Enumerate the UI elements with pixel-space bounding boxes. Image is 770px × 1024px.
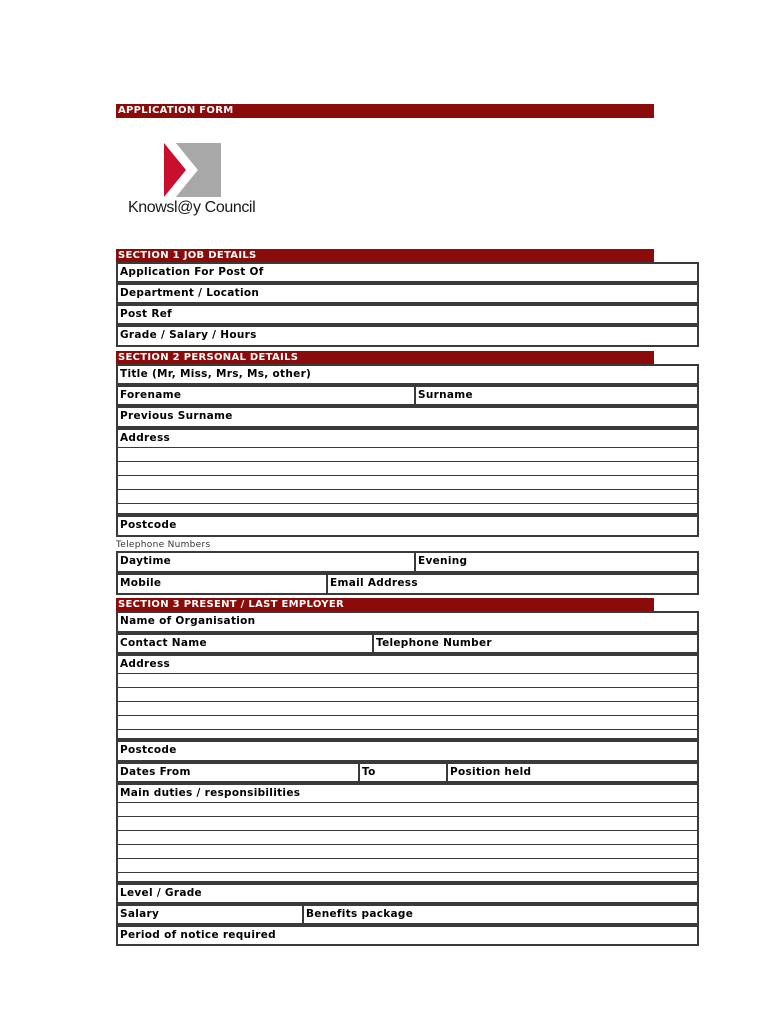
duties-line[interactable]: [118, 859, 697, 873]
level-grade-label: Level / Grade: [120, 887, 202, 899]
address-line[interactable]: [118, 462, 697, 476]
forename-field[interactable]: Forename: [120, 389, 182, 401]
address-block[interactable]: [116, 428, 699, 515]
title-field[interactable]: [116, 364, 699, 385]
department-location-label: Department / Location: [120, 287, 260, 299]
application-for-post-label: Application For Post Of: [120, 266, 264, 278]
address-line[interactable]: [118, 448, 697, 462]
title-label: Title (Mr, Miss, Mrs, Ms, other): [120, 368, 312, 380]
notice-period-field[interactable]: [116, 925, 699, 946]
email-field[interactable]: Email Address: [326, 575, 697, 593]
telephone-numbers-note: Telephone Numbers: [116, 540, 211, 550]
council-logo: [128, 143, 260, 223]
employer-postcode-field[interactable]: [116, 740, 699, 762]
address-line[interactable]: [118, 490, 697, 504]
address-label: Address: [118, 430, 697, 448]
employer-postcode-label: Postcode: [120, 744, 177, 756]
post-ref-field[interactable]: [116, 304, 699, 325]
post-ref-label: Post Ref: [120, 308, 173, 320]
notice-period-label: Period of notice required: [120, 929, 276, 941]
salary-field[interactable]: Salary: [120, 908, 160, 920]
contact-row: [116, 573, 699, 595]
employer-address-label: Address: [118, 656, 697, 674]
department-location-field[interactable]: [116, 283, 699, 304]
address-line[interactable]: [118, 716, 697, 730]
main-duties-block[interactable]: [116, 783, 699, 883]
salary-row: [116, 904, 699, 925]
dates-to-field[interactable]: To: [358, 764, 446, 781]
benefits-field[interactable]: Benefits package: [302, 906, 697, 923]
mobile-field[interactable]: Mobile: [120, 577, 162, 589]
surname-field[interactable]: Surname: [414, 387, 697, 404]
grade-salary-hours-label: Grade / Salary / Hours: [120, 329, 257, 341]
main-duties-label: Main duties / responsibilities: [118, 785, 697, 803]
organisation-field[interactable]: [116, 611, 699, 633]
previous-surname-field[interactable]: [116, 406, 699, 428]
contact-name-field[interactable]: Contact Name: [120, 637, 207, 649]
address-line[interactable]: [118, 702, 697, 716]
postcode-field[interactable]: [116, 515, 699, 537]
organisation-label: Name of Organisation: [120, 615, 256, 627]
daytime-field[interactable]: Daytime: [120, 555, 172, 567]
postcode-label: Postcode: [120, 519, 177, 531]
duties-line[interactable]: [118, 803, 697, 817]
dates-row: [116, 762, 699, 783]
form-title: APPLICATION FORM: [116, 104, 654, 118]
grade-salary-hours-field[interactable]: [116, 325, 699, 347]
previous-surname-label: Previous Surname: [120, 410, 233, 422]
duties-line[interactable]: [118, 817, 697, 831]
position-held-field[interactable]: Position held: [446, 764, 697, 781]
application-for-post-field[interactable]: [116, 262, 699, 283]
council-logo-text: Knowsl@y Council: [128, 199, 256, 216]
level-grade-field[interactable]: [116, 883, 699, 904]
dates-from-field[interactable]: Dates From: [120, 766, 191, 778]
address-line[interactable]: [118, 476, 697, 490]
name-row: [116, 385, 699, 406]
phone-row: [116, 551, 699, 573]
duties-line[interactable]: [118, 845, 697, 859]
telephone-number-field[interactable]: Telephone Number: [372, 635, 697, 652]
section-3-header: SECTION 3 PRESENT / LAST EMPLOYER: [116, 598, 654, 612]
section-1-header: SECTION 1 JOB DETAILS: [116, 249, 654, 263]
duties-line[interactable]: [118, 831, 697, 845]
evening-field[interactable]: Evening: [414, 553, 697, 571]
address-line[interactable]: [118, 688, 697, 702]
employer-address-block[interactable]: [116, 654, 699, 740]
section-2-header: SECTION 2 PERSONAL DETAILS: [116, 351, 654, 365]
employer-contact-row: [116, 633, 699, 654]
address-line[interactable]: [118, 674, 697, 688]
